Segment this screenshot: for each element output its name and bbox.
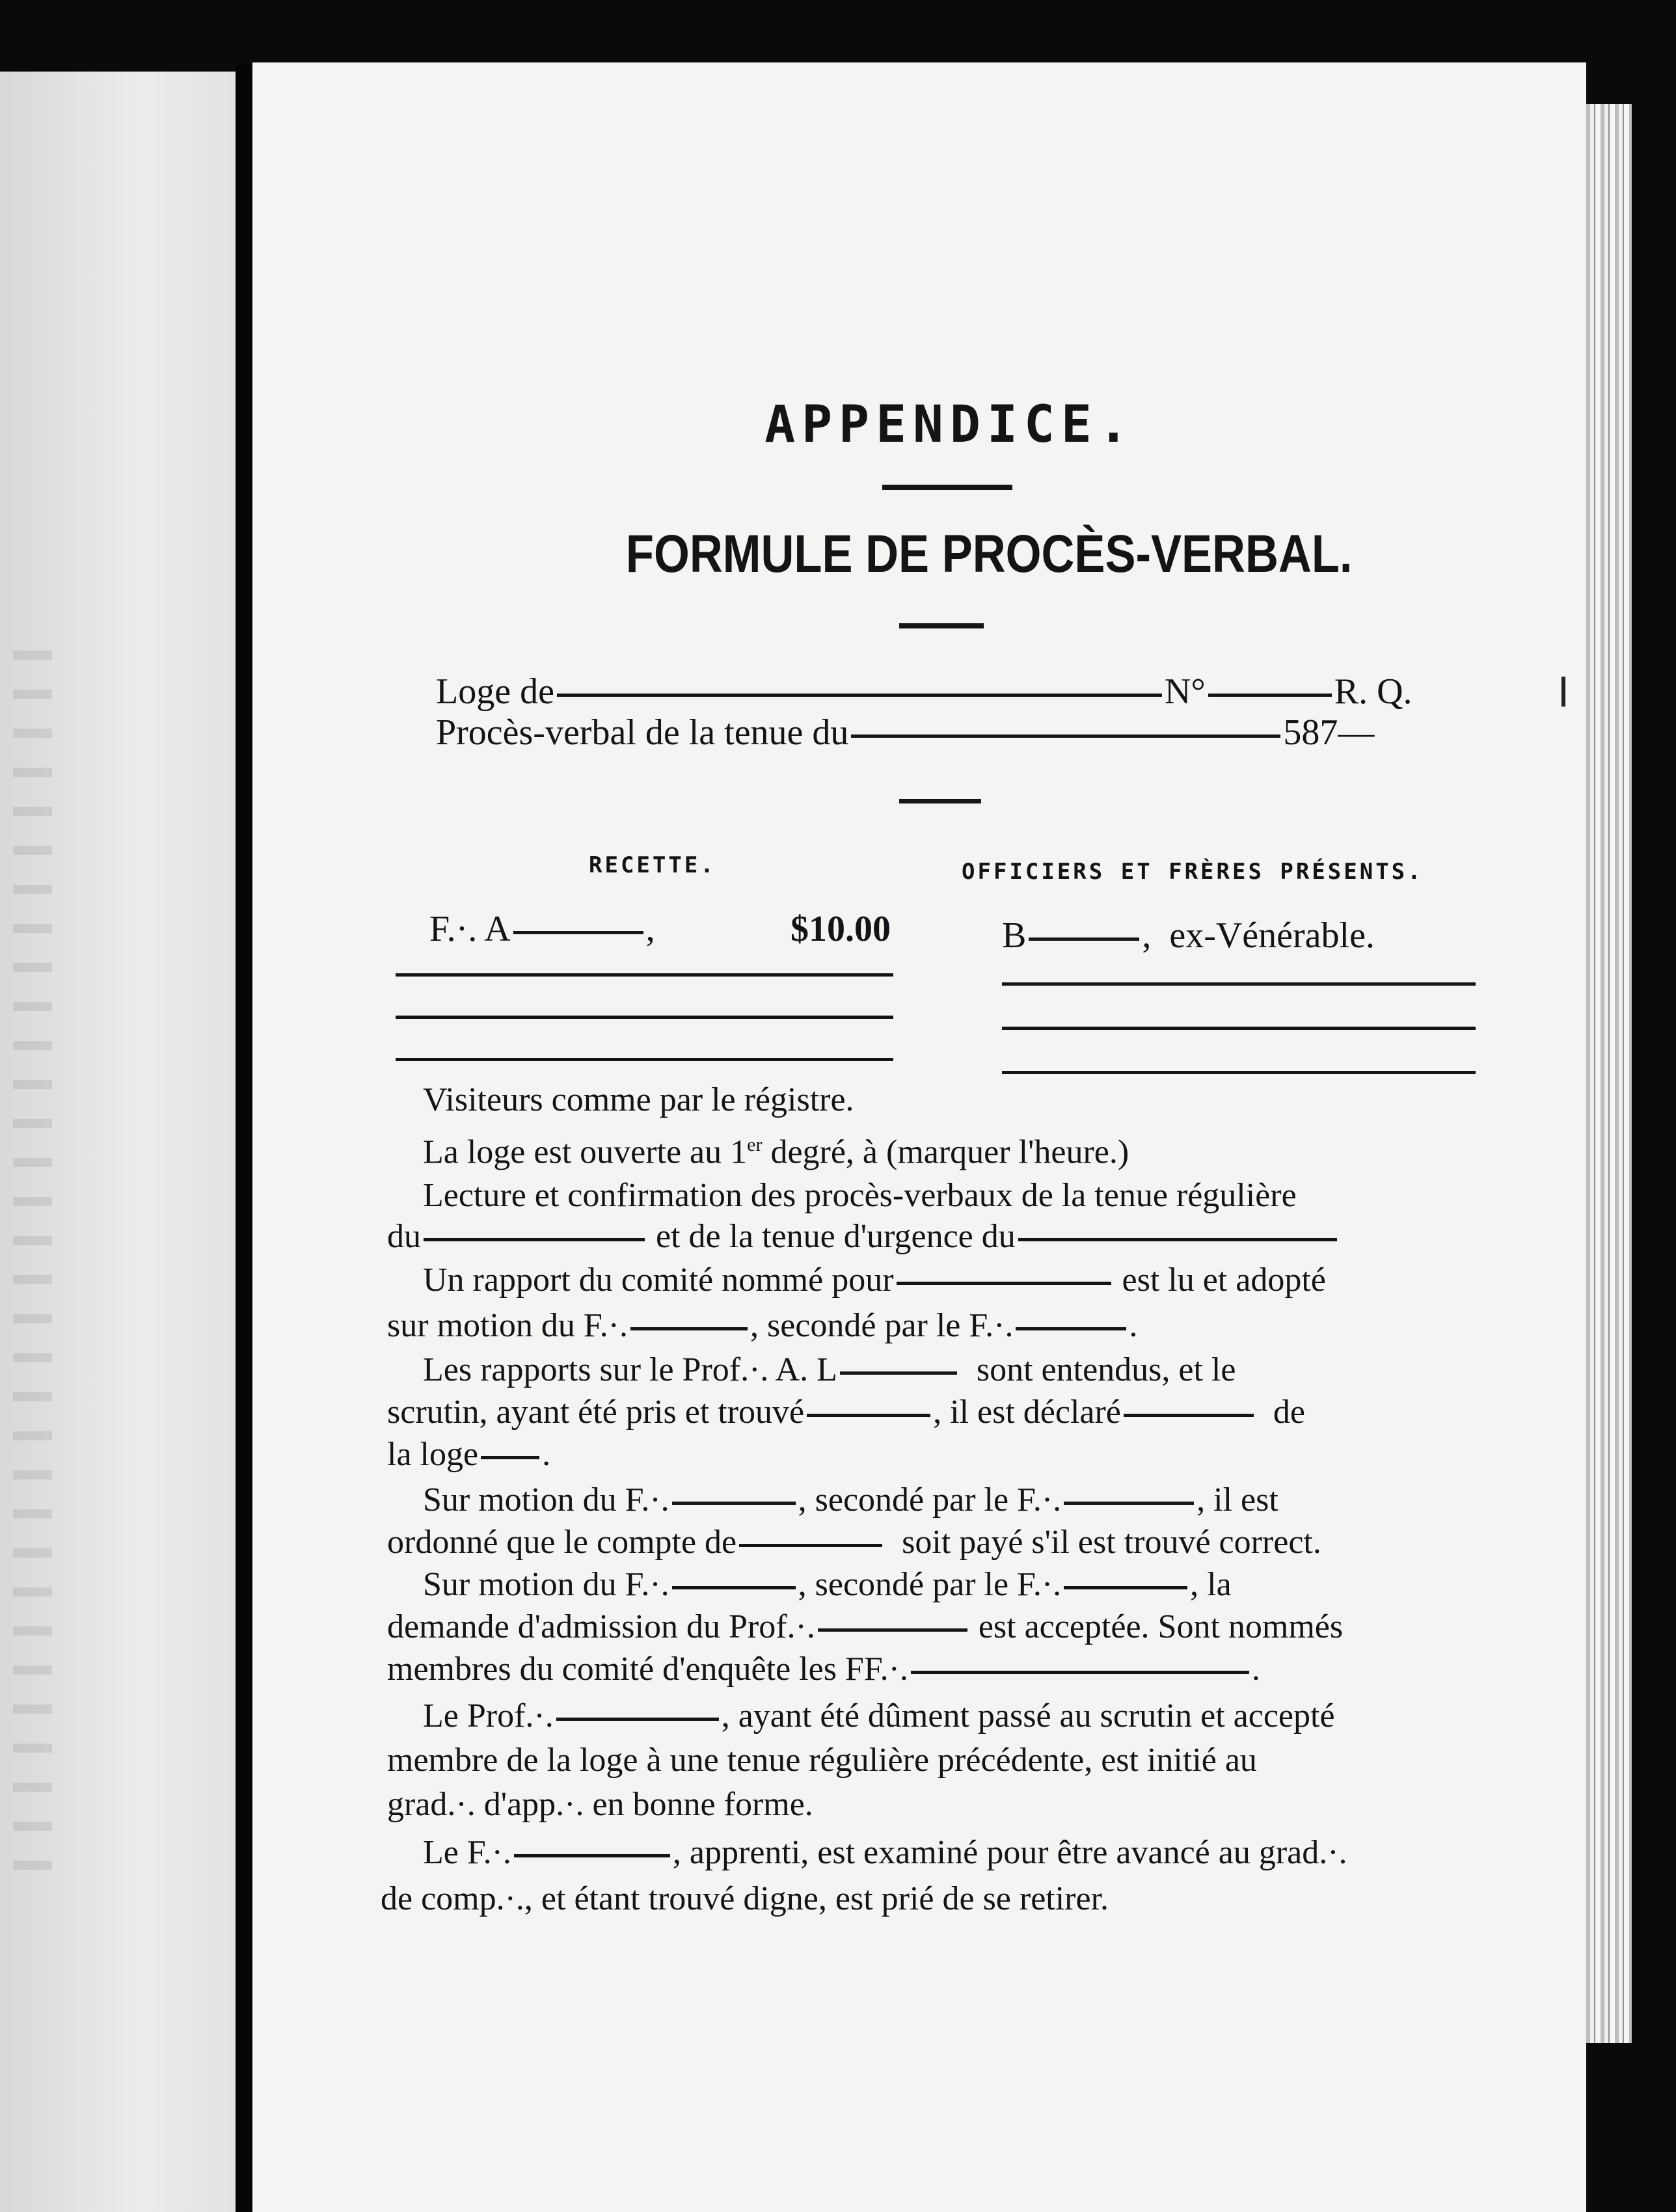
body-text: de: [1273, 1394, 1305, 1431]
body-text: membres du comité d'enquête les FF.·.: [387, 1651, 908, 1688]
body-text: Le Prof.·.: [423, 1697, 554, 1734]
blank-field: [1064, 1502, 1194, 1505]
body-text: sont entendus, et le: [976, 1351, 1236, 1388]
blank-field: [1064, 1586, 1187, 1589]
blank-field: [897, 1282, 1111, 1285]
body-line: membres du comité d'enquête les FF.·. .: [387, 1651, 1260, 1688]
rq-label: R. Q.: [1334, 671, 1412, 712]
body-line: [387, 1396, 1305, 1429]
body-line: sur motion du F.·. , secondé par le F.·. .: [387, 1307, 1138, 1344]
section-rule: [899, 799, 981, 803]
superscript: er: [747, 1134, 763, 1155]
blank-field: [818, 1628, 967, 1632]
recette-entry: F.·. A ,: [429, 909, 655, 949]
body-text: demande d'admission du Prof.·.: [387, 1608, 815, 1645]
body-text: Les rapports sur le Prof.·. A. L: [423, 1351, 837, 1388]
appendix-heading: APPENDICE.: [764, 396, 1135, 454]
body-line: la loge .: [387, 1436, 551, 1473]
body-line: [423, 1699, 1335, 1733]
body-text: ordonné que le compte de: [387, 1524, 737, 1561]
blank-field: [1029, 937, 1139, 941]
officers-heading: OFFICIERS ET FRÈRES PRÉSENTS.: [962, 859, 1424, 885]
body-line: Lecture et confirmation des procès-verbaux de la tenue régulière: [423, 1177, 1297, 1214]
blank-field: [513, 931, 643, 934]
loge-label: Loge de: [436, 671, 554, 712]
recette-amount: $10.00: [791, 909, 891, 949]
loge-line: [436, 673, 1412, 710]
proces-label: Procès-verbal de la tenue du: [436, 712, 849, 753]
body-line: membre de la loge à une tenue régulière précédente, est initié au: [387, 1742, 1257, 1779]
blank-field: [911, 1671, 1249, 1674]
body-text: , il est déclaré: [933, 1394, 1121, 1431]
blank-field: [424, 1238, 645, 1241]
title-rule: [882, 485, 1012, 490]
body-text: Sur motion du F.·.: [423, 1481, 669, 1518]
body-text: , la: [1190, 1566, 1232, 1603]
number-label: N°: [1164, 671, 1206, 712]
officer-blank-line: [1002, 982, 1476, 986]
officer-name: B: [1002, 915, 1027, 956]
recette-blank-line: [396, 1058, 893, 1061]
blank-field: [630, 1327, 748, 1330]
officer-role: ex-Vénérable.: [1169, 915, 1375, 956]
officer-blank-line: [1002, 1027, 1476, 1030]
body-text: La loge est ouverte au 1: [423, 1133, 748, 1171]
officer-blank-line: [1002, 1071, 1476, 1074]
blank-field: [840, 1371, 957, 1375]
body-text: , secondé par le F.·.: [750, 1307, 1014, 1344]
body-line: [423, 1836, 1347, 1870]
body-text: , apprenti, est examiné pour être avancé au grad.·.: [672, 1834, 1347, 1871]
blank-field: [557, 694, 1162, 697]
body-line: [387, 1610, 1343, 1644]
body-text: degré, à (marquer l'heure.): [762, 1133, 1129, 1171]
body-text: Le F.·.: [423, 1834, 511, 1871]
body-text: , secondé par le F.·.: [798, 1481, 1062, 1518]
body-text: du: [387, 1218, 421, 1255]
blank-field: [1018, 1238, 1337, 1241]
body-line: de comp.·., et étant trouvé digne, est prié de se retirer.: [381, 1880, 1109, 1917]
blank-field: [514, 1854, 670, 1857]
year-suffix: 587—: [1283, 712, 1375, 753]
officer-entry: B , ex-Vénérable.: [1002, 915, 1375, 956]
body-text: Un rapport du comité nommé pour: [423, 1261, 894, 1299]
blank-field: [672, 1502, 796, 1505]
proces-line: [436, 714, 1374, 751]
recette-blank-line: [396, 973, 893, 977]
blank-field: [1124, 1414, 1254, 1417]
body-text: soit payé s'il est trouvé correct.: [902, 1524, 1321, 1561]
body-text: , ayant été dûment passé au scrutin et accepté: [721, 1697, 1335, 1734]
form-title: FORMULE DE PROCÈS-VERBAL.: [625, 524, 1353, 584]
body-line: [387, 1220, 1340, 1254]
blank-field: [481, 1456, 539, 1459]
blank-field: [556, 1718, 719, 1721]
body-text: sur motion du F.·.: [387, 1307, 628, 1344]
body-text: , il est: [1196, 1481, 1278, 1518]
body-line: Visiteurs comme par le régistre.: [423, 1081, 854, 1118]
recette-blank-line: [396, 1016, 893, 1019]
body-text: , secondé par le F.·.: [798, 1566, 1062, 1603]
body-line: [423, 1135, 1129, 1169]
body-line: grad.·. d'app.·. en bonne forme.: [387, 1786, 813, 1823]
blank-field: [851, 735, 1280, 738]
body-line: [423, 1353, 1236, 1387]
recette-name: F.·. A: [429, 909, 511, 949]
body-text: est acceptée. Sont nommés: [978, 1608, 1344, 1645]
body-text: est lu et adopté: [1122, 1261, 1326, 1299]
body-line: [387, 1526, 1321, 1559]
body-text: scrutin, ayant été pris et trouvé: [387, 1394, 805, 1431]
body-line: [423, 1263, 1326, 1297]
blank-field: [1016, 1327, 1126, 1330]
body-text: Sur motion du F.·.: [423, 1566, 669, 1603]
blank-field: [807, 1414, 930, 1417]
body-text: et de la tenue d'urgence du: [656, 1218, 1016, 1255]
title-rule: [899, 623, 984, 628]
blank-field: [1208, 694, 1332, 697]
blank-field: [739, 1544, 882, 1547]
body-line: [423, 1483, 1278, 1517]
recette-heading: RECETTE.: [589, 852, 716, 878]
blank-field: [672, 1586, 796, 1589]
body-line: [423, 1568, 1232, 1602]
body-text: la loge: [387, 1436, 479, 1473]
